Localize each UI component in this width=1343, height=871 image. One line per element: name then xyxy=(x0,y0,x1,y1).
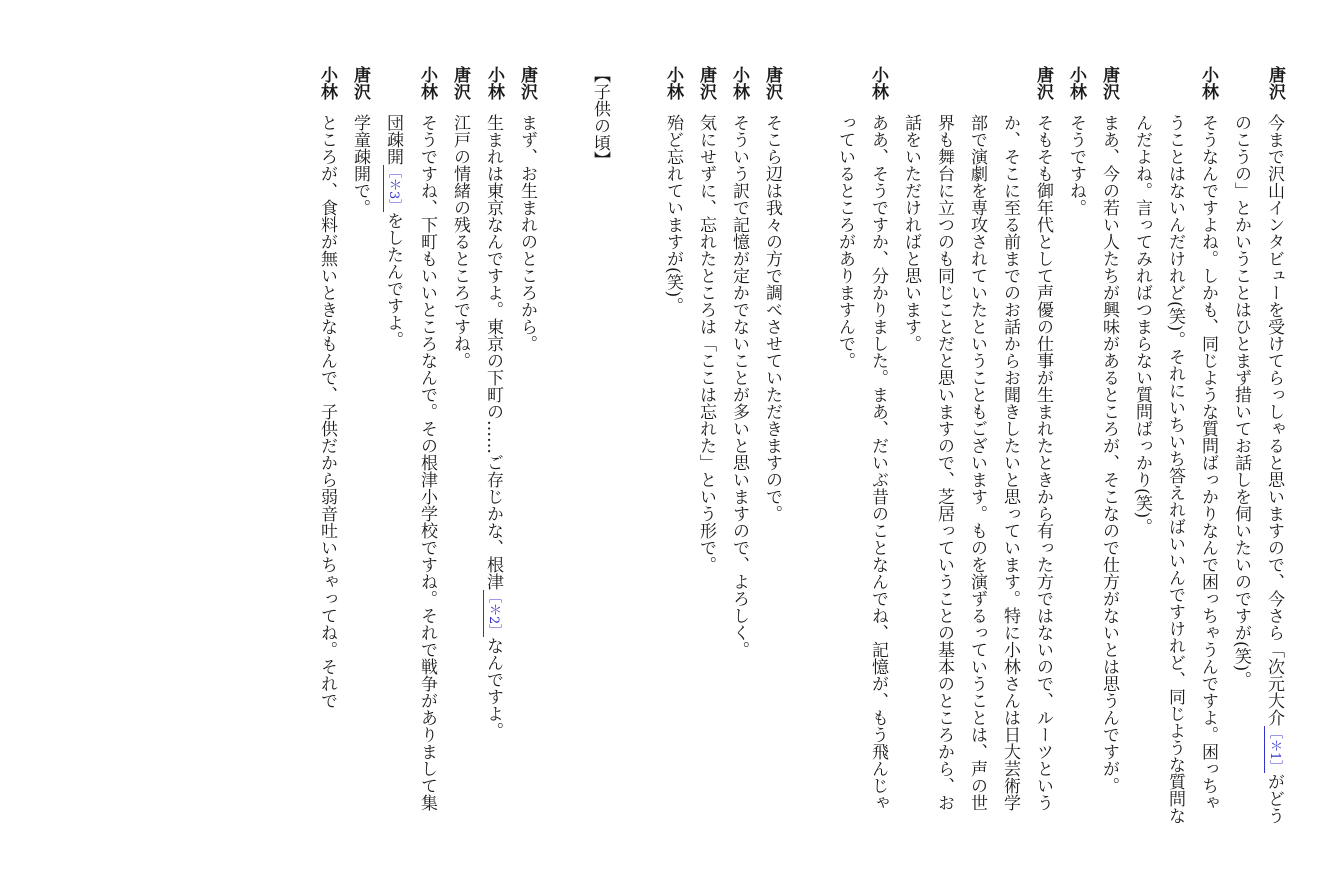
speaker-name: 小林 xyxy=(729,66,749,100)
speaker-name: 小林 xyxy=(868,66,888,100)
speaker-name: 唐沢 xyxy=(350,66,370,100)
dialogue-text-part: がどうのこうの」とかいうことはひとまず措いてお話しを伺いたいのですが(笑)。 xyxy=(1231,114,1284,825)
speaker-name: 唐沢 xyxy=(517,66,537,100)
dialogue-entry xyxy=(510,66,543,826)
speaker-name: 小林 xyxy=(663,66,683,100)
dialogue-text: そうなんですよね。しかも、同じような質問ばっかりなんで困っちゃうんですよ。困っちゃうことはないんだけれど(笑)。それにいちいち答えればいいんですけれど、同じような質問なんだよね。言ってみればつまらない質問ばっかり(笑)。 xyxy=(1132,114,1218,825)
speaker-name: 唐沢 xyxy=(762,66,782,100)
dialogue-text: 江戸の情緒の残るところですね。 xyxy=(450,114,470,369)
dialogue-entry xyxy=(656,66,689,826)
dialogue-entry xyxy=(1059,66,1092,826)
dialogue-entry xyxy=(310,66,343,826)
dialogue-text: 殆ど忘れていますが(笑)。 xyxy=(663,114,683,315)
dialogue-text-part: 今まで沢山インタビューを受けてらっしゃると思いますので、今さら「次元大介 xyxy=(1264,114,1284,726)
dialogue-text-part: をしたんですよ。 xyxy=(383,212,403,349)
footnote-link[interactable]: ［＊3］ xyxy=(383,165,401,212)
dialogue-text: そこら辺は我々の方で調べさせていただきますので。 xyxy=(762,114,782,522)
dialogue-entry xyxy=(1125,66,1224,826)
dialogue-entry xyxy=(376,66,443,826)
speaker-name: 小林 xyxy=(417,66,437,100)
vertical-transcript xyxy=(310,66,1291,826)
dialogue-entry xyxy=(689,66,722,826)
spacer xyxy=(543,66,583,76)
dialogue-entry xyxy=(828,66,894,826)
dialogue-text-part: 生まれは東京なんですよ。東京の下町の……ご存じかな、根津 xyxy=(483,114,503,590)
speaker-name: 唐沢 xyxy=(1265,66,1285,100)
dialogue-entry xyxy=(894,66,1059,826)
speaker-name: 唐沢 xyxy=(1033,66,1053,100)
dialogue-text xyxy=(376,114,443,826)
speaker-name: 小林 xyxy=(1066,66,1086,100)
dialogue-entry xyxy=(476,66,510,826)
dialogue-text: ああ、そうですか、分かりました。まあ、だいぶ昔のことなんでね、記憶が、もう飛んじゃっているところがありますんで。 xyxy=(835,114,888,811)
dialogue-entry xyxy=(722,66,755,826)
dialogue-entry xyxy=(755,66,788,826)
speaker-name: 唐沢 xyxy=(696,66,716,100)
dialogue-text-part: そうですね、下町もいいところなんで。その根津小学校ですね。それで戦争がありまして集団疎開 xyxy=(383,114,437,811)
speaker-name: 小林 xyxy=(1198,66,1218,100)
dialogue-entry xyxy=(343,66,376,826)
dialogue-text: まず、お生まれのところから。 xyxy=(517,114,537,352)
dialogue-text: そうですね。 xyxy=(1066,114,1086,216)
dialogue-text: まあ、今の若い人たちが興味があるところが、そこなので仕方がないとは思うんですが。 xyxy=(1099,114,1119,794)
dialogue-text-part: なんですよ。 xyxy=(483,637,503,740)
dialogue-text: ところが、食料が無いときなもんで、子供だから弱音吐いちゃってね。それで xyxy=(317,114,337,709)
dialogue-text xyxy=(1224,114,1291,826)
dialogue-text: そもそも御年代として声優の仕事が生まれたときから有った方ではないので、ルーツというか、そこに至る前までのお話からお聞きしたいと思っています。特に小林さんは日大芸術学部で演劇を専攻されていたということもございます。ものを演ずるっていうことは、声の世界も舞台に立つのも同じことだと思いますので、芝居っていうことの基本のところから、お話をいただければと思います。 xyxy=(901,114,1053,811)
dialogue-text xyxy=(476,114,510,826)
dialogue-text: 学童疎開で。 xyxy=(350,114,370,216)
footnote-link[interactable]: ［＊1］ xyxy=(1264,726,1282,773)
dialogue-text: 気にせずに、忘れたところは「ここは忘れた」という形で。 xyxy=(696,114,716,573)
section-heading-row xyxy=(583,66,616,826)
speaker-name: 唐沢 xyxy=(1099,66,1119,100)
dialogue-text: そういう訳で記憶が定かでないことが多いと思いますので、よろしく。 xyxy=(729,114,749,658)
speaker-name: 小林 xyxy=(317,66,337,100)
spacer xyxy=(788,66,828,76)
dialogue-entry xyxy=(1092,66,1125,826)
spacer xyxy=(616,66,656,76)
dialogue-entry xyxy=(443,66,476,826)
section-heading: 【子供の頃】 xyxy=(590,66,610,168)
footnote-link[interactable]: ［＊2］ xyxy=(483,590,501,637)
dialogue-entry xyxy=(1224,66,1291,826)
speaker-name: 小林 xyxy=(484,66,504,100)
speaker-name: 唐沢 xyxy=(450,66,470,100)
